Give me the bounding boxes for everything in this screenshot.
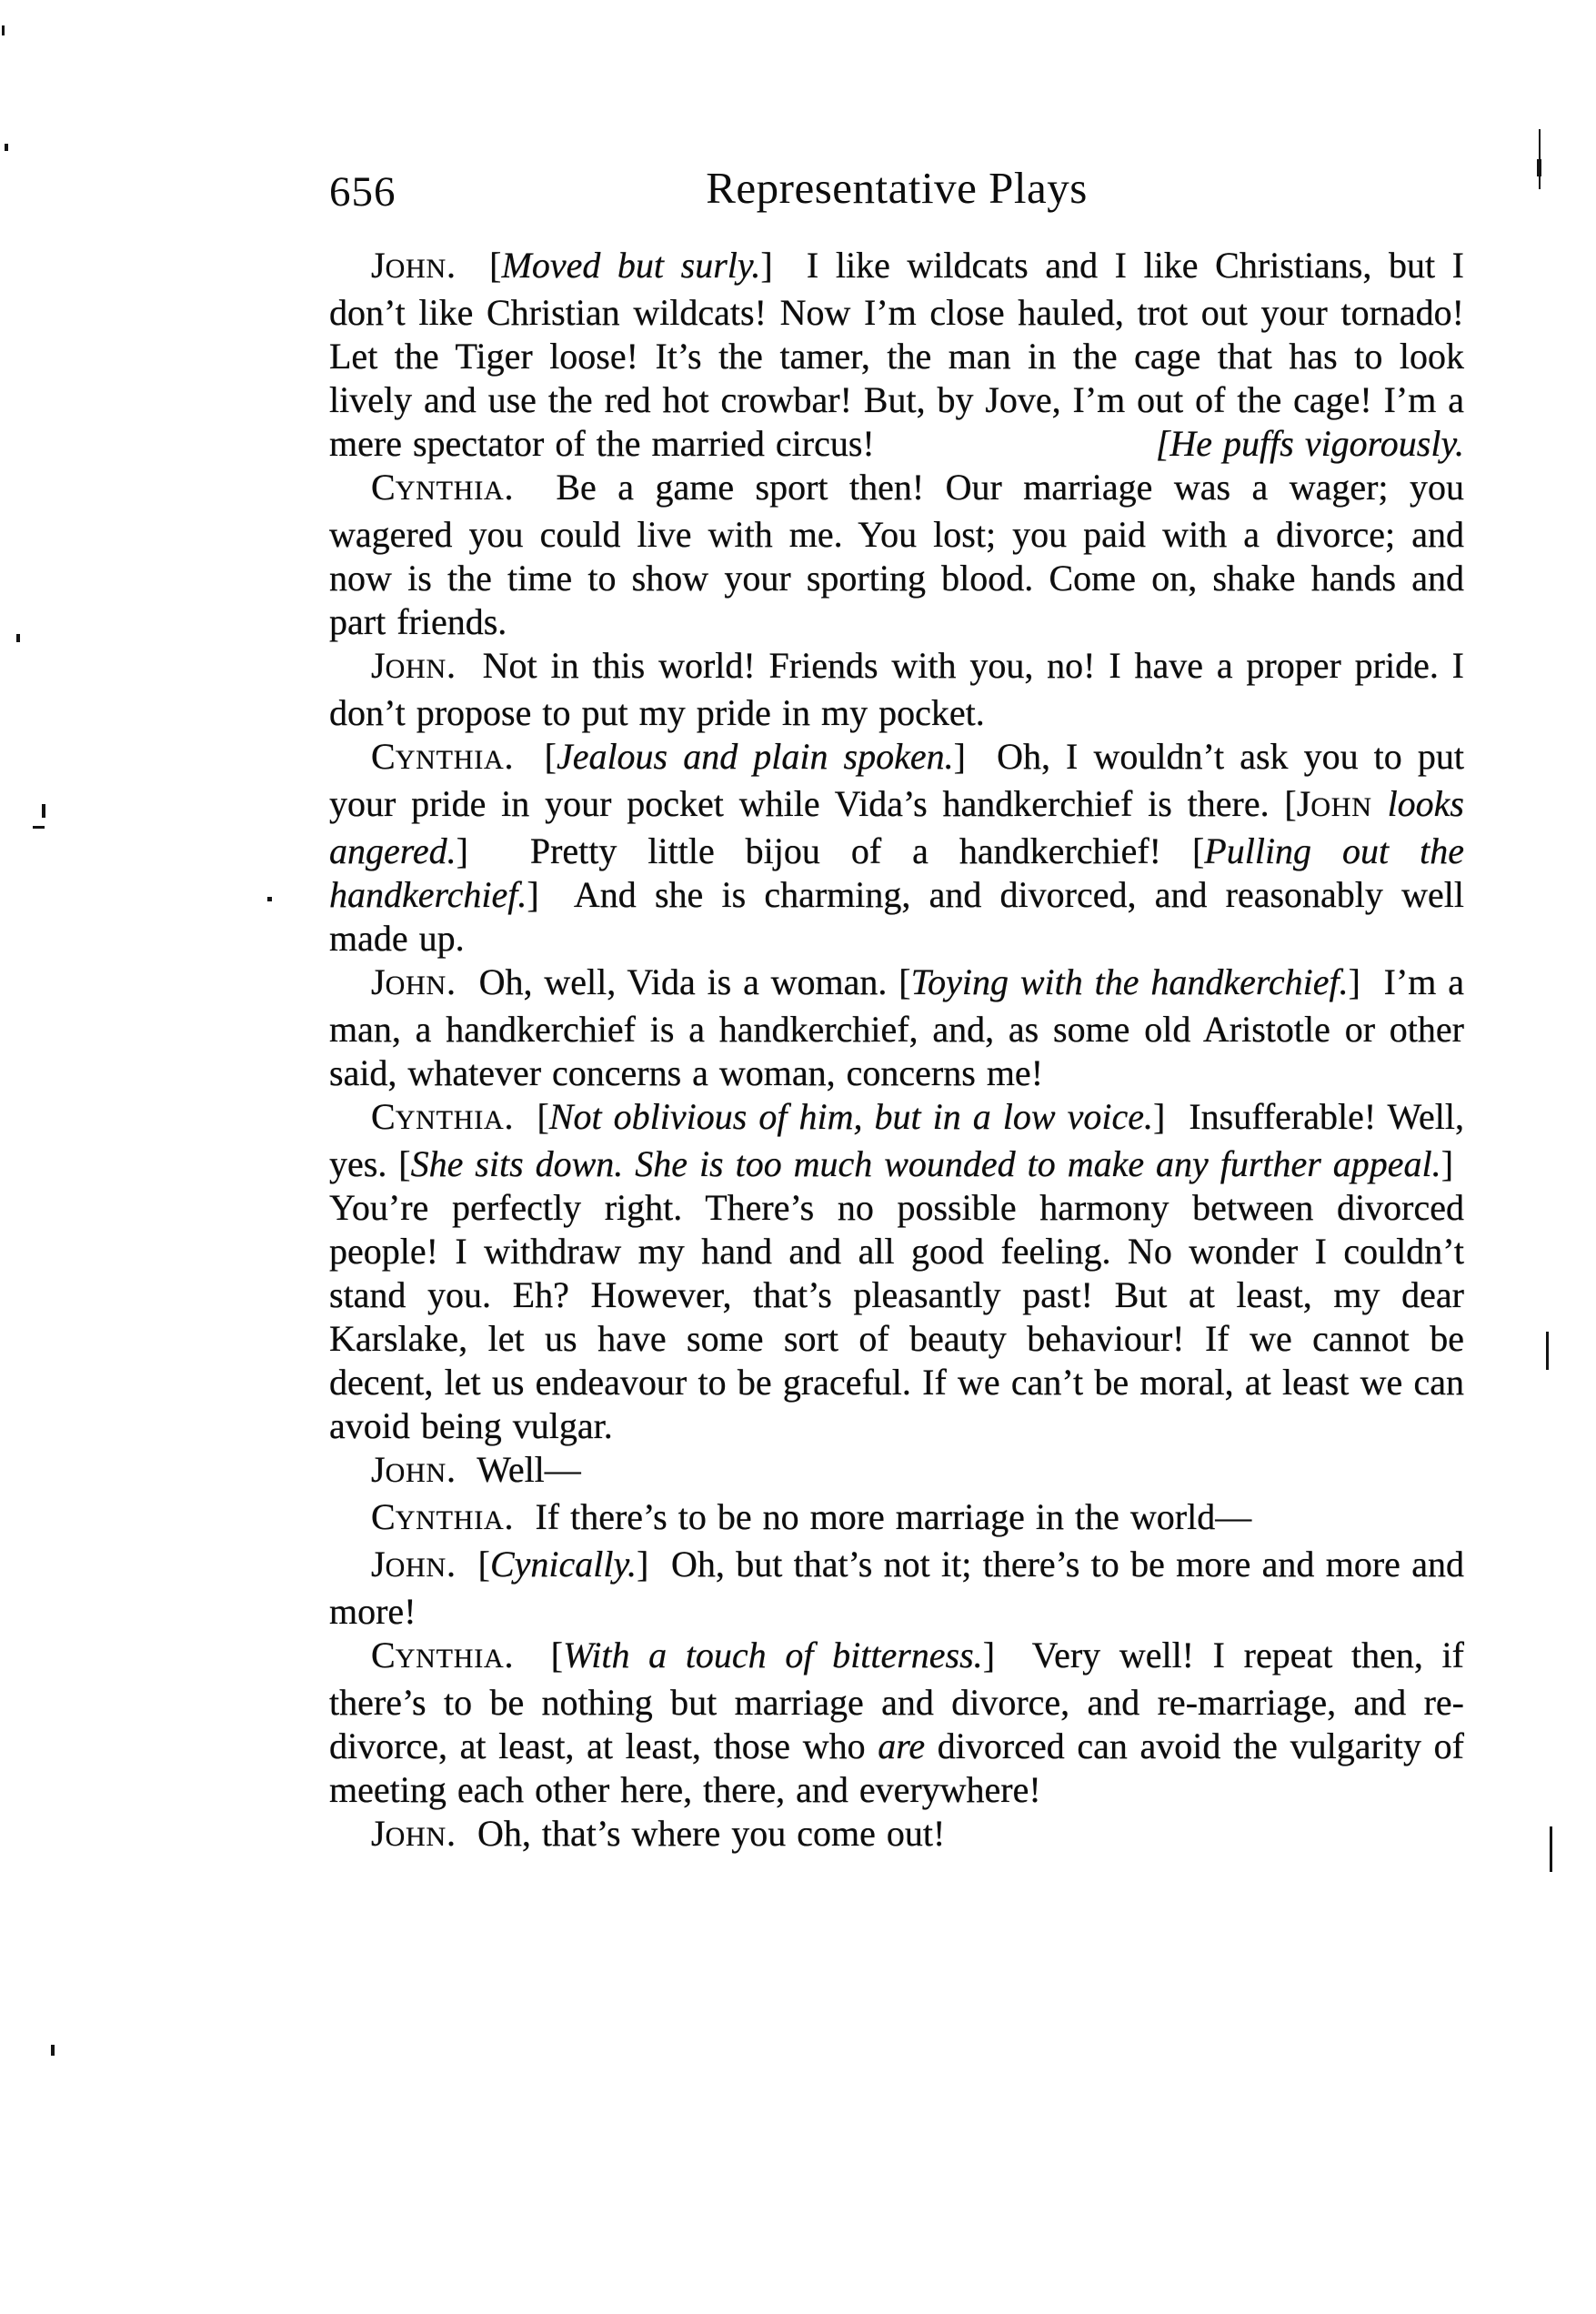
scan-artifact — [33, 826, 45, 829]
speaker-name: CYNTHIA — [371, 736, 505, 777]
dialogue-text: . [ — [446, 1544, 490, 1585]
stage-direction: Jealous and plain spoken. — [556, 736, 954, 777]
stage-direction: Cynically. — [489, 1544, 637, 1585]
stage-direction: With a touch of bitterness. — [563, 1635, 983, 1675]
dialogue-text: . [ — [446, 245, 502, 286]
speech-paragraph — [329, 1095, 1464, 1448]
speaker-name: CYNTHIA — [371, 1635, 505, 1675]
speech-paragraph — [329, 1495, 1464, 1543]
speaker-name: JOHN — [371, 1544, 447, 1585]
dialogue-text: . Not in this world! Friends with you, no! I have a proper pride. I don’t propose to put my pride in my pocket. — [329, 645, 1464, 733]
speaker-name: JOHN — [371, 1449, 447, 1490]
dialogue-text: ] You’re perfectly right. There’s no possible harmony between divorced people! I withdraw my hand and all good feeling. No wonder I couldn’t stand you. Eh? However, that’s pleasantly past! But at least, my dear Karslake, let us have some sort of beauty behaviour! If we cannot be decent, let us endeavour to be graceful. If we can’t be moral, at least we can avoid being vulgar. — [329, 1143, 1465, 1446]
speaker-name: CYNTHIA — [371, 1496, 505, 1537]
stage-direction: are — [878, 1725, 926, 1766]
stage-direction: looks angered. — [329, 783, 1464, 871]
speaker-name: JOHN — [371, 245, 447, 286]
speech-paragraph — [329, 1634, 1464, 1812]
dialogue-text: divorced can avoid the vulgarity of meeting each other here, there, and everywhere! — [329, 1725, 1464, 1810]
scan-artifact — [1537, 159, 1541, 176]
dialogue-text: . [ — [504, 1635, 564, 1675]
speaker-name: JOHN — [1296, 783, 1372, 824]
dialogue-text: ] Oh, I wouldn’t ask you to put your pride in your pocket while Vida’s handkerchief is there. [ — [329, 736, 1464, 824]
dialogue-text: ] And she is charming, and divorced, and reasonably well made up. — [329, 874, 1464, 959]
speech-paragraph — [329, 1543, 1464, 1634]
scan-artifact — [1546, 1332, 1549, 1370]
speaker-name: JOHN — [371, 1813, 447, 1854]
dialogue-text: . Be a game sport then! Our marriage was a wager; you wagered you could live with me. You lost; you paid with a divorce; and now is the time to show your sporting blood. Come on, shake hands and part friends. — [329, 467, 1464, 642]
dialogue-text: . Oh, well, Vida is a woman. [ — [446, 961, 911, 1002]
speech-paragraph — [329, 244, 1464, 466]
dialogue-text: . Well— — [446, 1449, 581, 1490]
dialogue-text: . Oh, that’s where you come out! — [446, 1813, 946, 1854]
stage-direction: Pulling out the handkerchief. — [329, 830, 1464, 915]
page-title: Representative Plays — [706, 163, 1088, 213]
dialogue-text: ] I’m a man, a handkerchief is a handkerchief, and, as some old Aristotle or other said, whatever concerns a woman, concerns me! — [329, 961, 1465, 1093]
stage-direction: Moved but surly. — [501, 245, 761, 286]
dialogue-text: ] Very well! I repeat then, if there’s to be nothing but marriage and divorce, and re-marriage, and re-divorce, at least, at least, those who — [329, 1635, 1464, 1766]
stage-direction: Toying with the handkerchief. — [910, 961, 1349, 1002]
dialogue-text: ] I like wildcats and I like Christians, but I don’t like Christian wildcats! Now I’m close hauled, trot out your tornado! Let the Tiger loose! It’s the tamer, the man in the cage that has to look lively and use the red hot crowbar! But, by Jove, I’m out of the cage! I’m a mere spectator of the married circus! — [329, 245, 1464, 464]
dialogue-text: . If there’s to be no more marriage in the world— — [504, 1496, 1252, 1537]
dialogue-text: ] Oh, but that’s not it; there’s to be more and more and more! — [329, 1544, 1464, 1632]
scan-artifact — [5, 144, 8, 151]
scan-artifact — [16, 634, 20, 642]
speaker-name: CYNTHIA — [371, 1096, 505, 1137]
page-number: 656 — [329, 168, 396, 216]
scan-artifact — [267, 897, 272, 901]
speech-paragraph — [329, 735, 1464, 961]
speaker-name: JOHN — [371, 645, 447, 686]
scan-artifact — [51, 2045, 55, 2056]
scan-artifact — [2, 25, 5, 35]
stage-direction: She sits down. She is too much wounded to make any further appeal. — [410, 1143, 1441, 1184]
speaker-name: JOHN — [371, 961, 447, 1002]
speech-paragraph — [329, 644, 1464, 735]
text-column — [329, 162, 1464, 1859]
stage-direction-right: [He puffs vigorously. — [1155, 423, 1464, 464]
page-header — [329, 162, 1464, 220]
dialogue-text: . [ — [504, 1096, 549, 1137]
scan-artifact — [1550, 1826, 1552, 1872]
speech-paragraph — [329, 466, 1464, 644]
speech-paragraph — [329, 961, 1464, 1095]
speech-paragraph — [329, 1448, 1464, 1495]
dialogue-text: . [ — [504, 736, 557, 777]
speech-paragraph — [329, 1812, 1464, 1859]
dialogue-text: ] Insufferable! Well, yes. [ — [329, 1096, 1464, 1184]
dialogue — [329, 244, 1464, 1859]
stage-direction: Not oblivious of him, but in a low voice. — [548, 1096, 1153, 1137]
speaker-name: CYNTHIA — [371, 467, 505, 508]
scan-artifact — [42, 804, 45, 818]
dialogue-text: ] Pretty little bijou of a handkerchief! [ — [456, 830, 1205, 871]
